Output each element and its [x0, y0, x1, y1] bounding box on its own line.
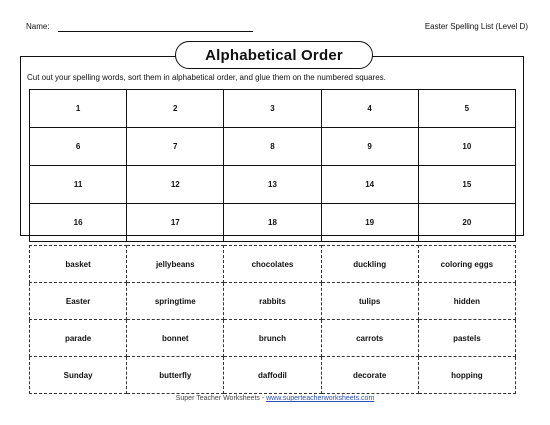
word-card: hidden: [418, 283, 515, 320]
word-card: butterfly: [127, 357, 224, 394]
number-cell: 5: [418, 90, 515, 128]
number-cell: 1: [30, 90, 127, 128]
word-card: tulips: [321, 283, 418, 320]
number-cell: 14: [321, 166, 418, 204]
word-row: [30, 283, 516, 320]
number-cell: 20: [418, 204, 515, 242]
number-cell: 9: [321, 128, 418, 166]
word-card: coloring eggs: [418, 246, 515, 283]
number-cell: 10: [418, 128, 515, 166]
word-card: brunch: [224, 320, 321, 357]
word-card: Easter: [30, 283, 127, 320]
word-card: Sunday: [30, 357, 127, 394]
word-card: carrots: [321, 320, 418, 357]
number-cell: 6: [30, 128, 127, 166]
word-card: parade: [30, 320, 127, 357]
number-cell: 12: [127, 166, 224, 204]
word-card: hopping: [418, 357, 515, 394]
word-card: chocolates: [224, 246, 321, 283]
number-cell: 15: [418, 166, 515, 204]
number-row: [30, 166, 516, 204]
list-title: Easter Spelling List (Level D): [424, 22, 528, 31]
number-cell: 18: [224, 204, 321, 242]
number-cell: 2: [127, 90, 224, 128]
number-row: [30, 128, 516, 166]
word-card: jellybeans: [127, 246, 224, 283]
number-cell: 4: [321, 90, 418, 128]
page-title: Alphabetical Order: [175, 41, 373, 69]
word-row: [30, 357, 516, 394]
word-row: [30, 320, 516, 357]
number-cell: 3: [224, 90, 321, 128]
footer-text: Super Teacher Worksheets -: [175, 395, 267, 402]
number-cell: 11: [30, 166, 127, 204]
word-cutout-grid: [29, 245, 516, 394]
number-cell: 8: [224, 128, 321, 166]
number-cell: 7: [127, 128, 224, 166]
word-row: [30, 246, 516, 283]
word-card: daffodil: [224, 357, 321, 394]
name-line: [58, 31, 253, 32]
number-cell: 19: [321, 204, 418, 242]
word-card: decorate: [321, 357, 418, 394]
word-card: springtime: [127, 283, 224, 320]
number-row: [30, 204, 516, 242]
footer: [0, 395, 550, 402]
word-card: pastels: [418, 320, 515, 357]
number-cell: 16: [30, 204, 127, 242]
number-cell: 13: [224, 166, 321, 204]
word-card: bonnet: [127, 320, 224, 357]
name-label: Name:: [26, 22, 50, 31]
instructions: Cut out your spelling words, sort them in alphabetical order, and glue them on the numbered squares.: [27, 73, 386, 82]
number-cell: 17: [127, 204, 224, 242]
word-card: duckling: [321, 246, 418, 283]
footer-link[interactable]: www.superteacherworksheets.com: [266, 395, 375, 402]
word-card: rabbits: [224, 283, 321, 320]
number-row: [30, 90, 516, 128]
numbered-grid: [29, 89, 516, 242]
word-card: basket: [30, 246, 127, 283]
